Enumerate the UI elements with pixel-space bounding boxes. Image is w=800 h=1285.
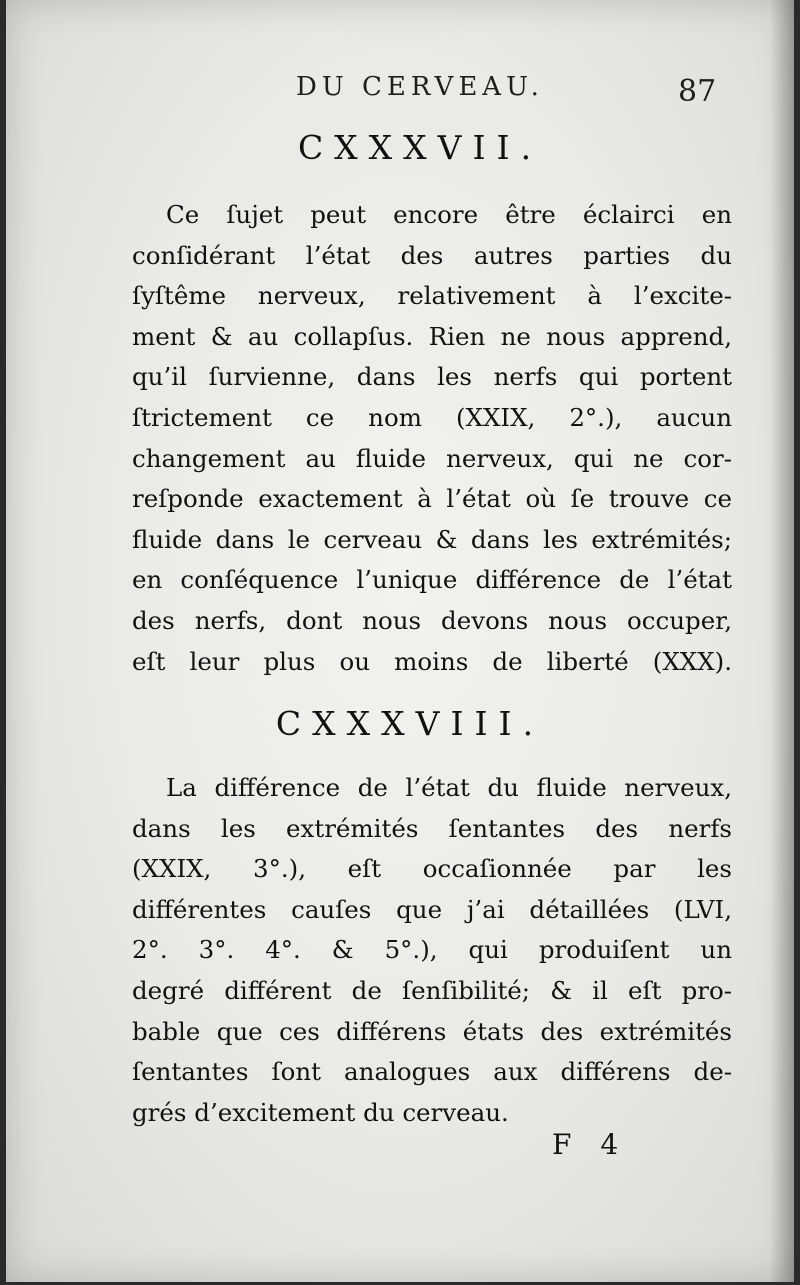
text-line: ment & au collapſus. Rien ne nous apprend, <box>132 321 732 351</box>
text-line: des nerfs, dont nous devons nous occuper, <box>132 605 732 635</box>
text-line: eſt leur plus ou moins de liberté (XXX). <box>132 646 732 676</box>
text-line: degré différent de ſenſibilité; & il eſt pro- <box>132 975 732 1005</box>
text-line: ſtrictement ce nom (XXIX, 2°.), aucun <box>132 402 732 432</box>
text-line: fluide dans le cerveau & dans les extrémités; <box>132 524 732 554</box>
section-number: CXXXVII. <box>297 128 543 167</box>
book-page <box>6 0 794 1282</box>
text-line: différentes cauſes que j’ai détaillées (LVI, <box>132 894 732 924</box>
text-line: qu’il ſurvienne, dans les nerfs qui portent <box>132 362 732 392</box>
page-spine-shadow <box>770 0 794 1282</box>
text-line: La différence de l’état du fluide nerveux, <box>166 773 732 802</box>
text-line: en conſéquence l’unique différence de l’état <box>132 565 732 595</box>
text-line: reſponde exactement à l’état où ſe trouve ce <box>132 484 732 514</box>
text-line: grés d’excitement du cerveau. <box>132 1097 509 1127</box>
text-line: (XXIX, 3°.), eſt occaſionnée par les <box>132 854 732 884</box>
signature-mark: F 4 <box>552 1128 629 1161</box>
paragraph <box>132 195 732 682</box>
text-line: 2°. 3°. 4°. & 5°.), qui produiſent un <box>132 935 732 965</box>
text-line: changement au fluide nerveux, qui ne cor- <box>132 443 732 473</box>
running-head <box>6 72 794 112</box>
text-line: dans les extrémités ſentantes des nerfs <box>132 813 732 843</box>
page-number: 87 <box>678 74 717 109</box>
text-line: ſentantes ſont analogues aux différens de- <box>132 1057 732 1087</box>
section-number: CXXXVIII. <box>275 704 545 743</box>
text-line: ſyſtême nerveux, relativement à l’excite- <box>132 281 732 311</box>
text-line: Ce ſujet peut encore être éclairci en <box>166 200 732 229</box>
running-head-title: DU CERVEAU. <box>296 72 544 102</box>
text-line: bable que ces différens états des extrémités <box>132 1016 732 1046</box>
text-line: conſidérant l’état des autres parties du <box>132 240 732 270</box>
paragraph <box>132 768 732 1133</box>
